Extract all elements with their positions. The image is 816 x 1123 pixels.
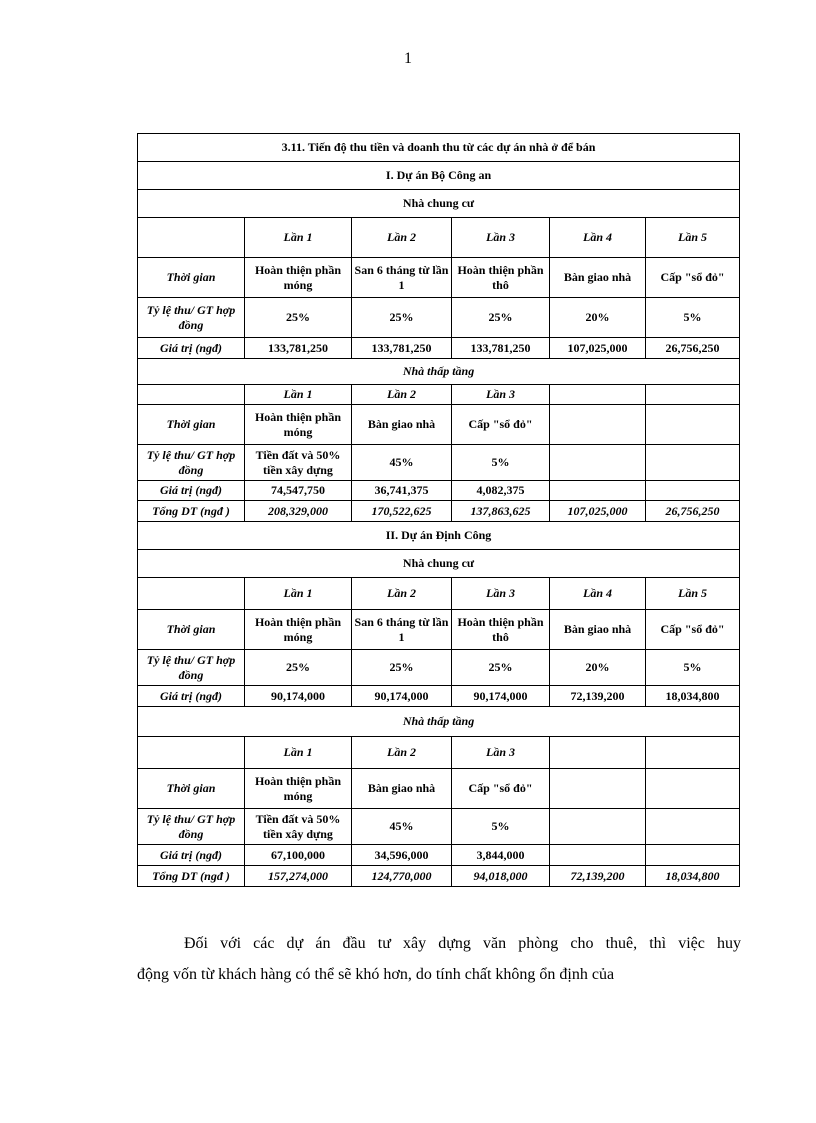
ratio-cell: 25% bbox=[245, 650, 352, 686]
empty-cell bbox=[550, 445, 646, 481]
installment-header: Lần 1 bbox=[245, 385, 352, 405]
total-cell: 157,274,000 bbox=[245, 866, 352, 887]
empty-cell bbox=[646, 737, 740, 769]
ratio-cell: 5% bbox=[452, 809, 550, 845]
ratio-cell: 25% bbox=[352, 650, 452, 686]
table-row bbox=[138, 610, 740, 650]
project1-heading: I. Dự án Bộ Công an bbox=[138, 162, 740, 190]
table-row bbox=[138, 258, 740, 298]
value-cell: 90,174,000 bbox=[352, 686, 452, 707]
row-label-time: Thời gian bbox=[138, 258, 245, 298]
empty-cell bbox=[138, 218, 245, 258]
value-cell: 133,781,250 bbox=[352, 338, 452, 359]
table-row bbox=[138, 650, 740, 686]
installment-header: Lần 2 bbox=[352, 578, 452, 610]
ratio-cell: 5% bbox=[646, 650, 740, 686]
project1-low-heading: Nhà thấp tầng bbox=[138, 359, 740, 385]
installment-header: Lần 1 bbox=[245, 578, 352, 610]
empty-cell bbox=[646, 809, 740, 845]
project2-apartment-heading: Nhà chung cư bbox=[138, 550, 740, 578]
installment-header: Lần 1 bbox=[245, 737, 352, 769]
ratio-cell: 5% bbox=[646, 298, 740, 338]
value-cell: 3,844,000 bbox=[452, 845, 550, 866]
empty-cell bbox=[550, 385, 646, 405]
row-label-total: Tổng DT (ngđ ) bbox=[138, 866, 245, 887]
time-cell: Hoàn thiện phần móng bbox=[245, 258, 352, 298]
table-row bbox=[138, 338, 740, 359]
time-cell: Bàn giao nhà bbox=[550, 258, 646, 298]
value-cell: 36,741,375 bbox=[352, 481, 452, 501]
empty-cell bbox=[550, 481, 646, 501]
row-label-time: Thời gian bbox=[138, 610, 245, 650]
empty-cell bbox=[138, 385, 245, 405]
total-cell: 94,018,000 bbox=[452, 866, 550, 887]
ratio-cell: 20% bbox=[550, 298, 646, 338]
installment-header: Lần 5 bbox=[646, 218, 740, 258]
time-cell: Bàn giao nhà bbox=[352, 769, 452, 809]
time-cell: Cấp "sổ đỏ" bbox=[452, 405, 550, 445]
table-row bbox=[138, 218, 740, 258]
table-row bbox=[138, 686, 740, 707]
empty-cell bbox=[550, 737, 646, 769]
total-cell: 170,522,625 bbox=[352, 501, 452, 522]
row-label-time: Thời gian bbox=[138, 405, 245, 445]
table-row bbox=[138, 405, 740, 445]
table-title: 3.11. Tiến độ thu tiền và doanh thu từ các dự án nhà ở để bán bbox=[138, 134, 740, 162]
table-row bbox=[138, 866, 740, 887]
row-label-value: Giá trị (ngđ) bbox=[138, 481, 245, 501]
table-row bbox=[138, 578, 740, 610]
table-row bbox=[138, 501, 740, 522]
value-cell: 34,596,000 bbox=[352, 845, 452, 866]
total-cell: 26,756,250 bbox=[646, 501, 740, 522]
value-cell: 74,547,750 bbox=[245, 481, 352, 501]
empty-cell bbox=[550, 809, 646, 845]
empty-cell bbox=[550, 405, 646, 445]
table-row bbox=[138, 481, 740, 501]
time-cell: Bàn giao nhà bbox=[352, 405, 452, 445]
time-cell: San 6 tháng từ lần 1 bbox=[352, 610, 452, 650]
table-row bbox=[138, 845, 740, 866]
time-cell: Cấp "sổ đỏ" bbox=[452, 769, 550, 809]
time-cell: Hoàn thiện phần thô bbox=[452, 258, 550, 298]
time-cell: Hoàn thiện phần móng bbox=[245, 769, 352, 809]
time-cell: Hoàn thiện phần thô bbox=[452, 610, 550, 650]
project2-low-heading: Nhà thấp tầng bbox=[138, 707, 740, 737]
row-label-ratio: Tỷ lệ thu/ GT hợp đồng bbox=[138, 809, 245, 845]
value-cell: 90,174,000 bbox=[452, 686, 550, 707]
total-cell: 72,139,200 bbox=[550, 866, 646, 887]
page-number: 1 bbox=[404, 50, 412, 67]
project1-apartment-heading: Nhà chung cư bbox=[138, 190, 740, 218]
value-cell: 107,025,000 bbox=[550, 338, 646, 359]
empty-cell bbox=[646, 845, 740, 866]
table-row bbox=[138, 809, 740, 845]
ratio-cell: 25% bbox=[452, 650, 550, 686]
empty-cell bbox=[646, 481, 740, 501]
empty-cell bbox=[550, 769, 646, 809]
total-cell: 18,034,800 bbox=[646, 866, 740, 887]
row-label-ratio: Tỷ lệ thu/ GT hợp đồng bbox=[138, 445, 245, 481]
row-label-ratio: Tỷ lệ thu/ GT hợp đồng bbox=[138, 298, 245, 338]
empty-cell bbox=[550, 845, 646, 866]
ratio-cell: 5% bbox=[452, 445, 550, 481]
time-cell: San 6 tháng từ lần 1 bbox=[352, 258, 452, 298]
revenue-schedule-table bbox=[137, 133, 740, 887]
ratio-cell: 25% bbox=[245, 298, 352, 338]
installment-header: Lần 3 bbox=[452, 385, 550, 405]
empty-cell bbox=[646, 445, 740, 481]
empty-cell bbox=[138, 737, 245, 769]
ratio-cell: 45% bbox=[352, 445, 452, 481]
ratio-cell: 25% bbox=[452, 298, 550, 338]
installment-header: Lần 2 bbox=[352, 385, 452, 405]
value-cell: 72,139,200 bbox=[550, 686, 646, 707]
empty-cell bbox=[646, 385, 740, 405]
ratio-cell: Tiền đất và 50% tiền xây dựng bbox=[245, 809, 352, 845]
table-row bbox=[138, 737, 740, 769]
total-cell: 137,863,625 bbox=[452, 501, 550, 522]
installment-header: Lần 4 bbox=[550, 578, 646, 610]
empty-cell bbox=[646, 405, 740, 445]
installment-header: Lần 3 bbox=[452, 578, 550, 610]
installment-header: Lần 5 bbox=[646, 578, 740, 610]
value-cell: 18,034,800 bbox=[646, 686, 740, 707]
installment-header: Lần 2 bbox=[352, 737, 452, 769]
total-cell: 208,329,000 bbox=[245, 501, 352, 522]
empty-cell bbox=[138, 578, 245, 610]
row-label-value: Giá trị (ngđ) bbox=[138, 686, 245, 707]
project2-heading: II. Dự án Định Công bbox=[138, 522, 740, 550]
time-cell: Cấp "sổ đỏ" bbox=[646, 610, 740, 650]
value-cell: 90,174,000 bbox=[245, 686, 352, 707]
time-cell: Hoàn thiện phần móng bbox=[245, 610, 352, 650]
body-paragraph-line-1: Đối với các dự án đầu tư xây dựng văn phòng cho thuê, thì việc huy bbox=[184, 935, 741, 952]
row-label-ratio: Tỷ lệ thu/ GT hợp đồng bbox=[138, 650, 245, 686]
total-cell: 107,025,000 bbox=[550, 501, 646, 522]
ratio-cell: 45% bbox=[352, 809, 452, 845]
table-row bbox=[138, 385, 740, 405]
table-row bbox=[138, 769, 740, 809]
ratio-cell: Tiền đất và 50% tiền xây dựng bbox=[245, 445, 352, 481]
value-cell: 133,781,250 bbox=[245, 338, 352, 359]
table-row bbox=[138, 445, 740, 481]
time-cell: Bàn giao nhà bbox=[550, 610, 646, 650]
body-paragraph-line-2: động vốn từ khách hàng có thể sẽ khó hơn, do tính chất không ổn định của bbox=[137, 966, 615, 983]
row-label-time: Thời gian bbox=[138, 769, 245, 809]
installment-header: Lần 4 bbox=[550, 218, 646, 258]
row-label-total: Tổng DT (ngđ ) bbox=[138, 501, 245, 522]
installment-header: Lần 3 bbox=[452, 737, 550, 769]
table-row bbox=[138, 298, 740, 338]
value-cell: 26,756,250 bbox=[646, 338, 740, 359]
time-cell: Cấp "sổ đỏ" bbox=[646, 258, 740, 298]
ratio-cell: 20% bbox=[550, 650, 646, 686]
empty-cell bbox=[646, 769, 740, 809]
value-cell: 133,781,250 bbox=[452, 338, 550, 359]
installment-header: Lần 1 bbox=[245, 218, 352, 258]
installment-header: Lần 2 bbox=[352, 218, 452, 258]
time-cell: Hoàn thiện phần móng bbox=[245, 405, 352, 445]
value-cell: 4,082,375 bbox=[452, 481, 550, 501]
value-cell: 67,100,000 bbox=[245, 845, 352, 866]
ratio-cell: 25% bbox=[352, 298, 452, 338]
total-cell: 124,770,000 bbox=[352, 866, 452, 887]
row-label-value: Giá trị (ngđ) bbox=[138, 338, 245, 359]
row-label-value: Giá trị (ngđ) bbox=[138, 845, 245, 866]
installment-header: Lần 3 bbox=[452, 218, 550, 258]
